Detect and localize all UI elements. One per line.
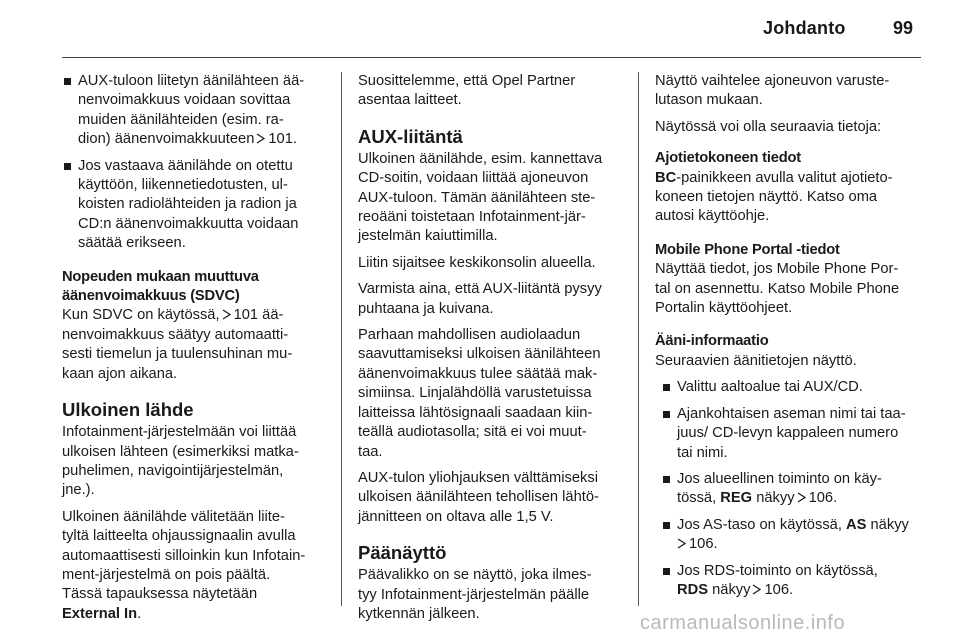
aux-paragraph-4: Parhaan mahdollisen audiolaadun saavuttamiseksi ulkoisen äänilähteen äänenvoimakkuus tulee säätää mak- simiinsa. Linjalähdöllä varustetuissa laitteissa lähtösignaali saadaan kiin- teällä audiotasolla; sitä ei voi muut- taa. [358, 327, 601, 460]
section-heading-audio-info: Ääni-informaatio [655, 333, 769, 350]
phone-portal-paragraph: Näyttää tiedot, jos Mobile Phone Por- tal on asennettu. Katso Mobile Phone Portalin käyttöohjeet. [655, 261, 900, 317]
aux-paragraph-5: AUX-tulon yliohjauksen välttämiseksi ulkoisen äänilähteen tehollisen lähtö- jännitteen on oltava alle 1,5 V. [358, 469, 599, 525]
as-indicator: AS [846, 516, 867, 533]
section-heading-main-display: Päänäyttö [358, 542, 447, 564]
page-reference-icon [677, 538, 686, 549]
bullet-square-icon [64, 163, 71, 170]
reg-indicator: REG [720, 490, 753, 507]
list-item: Jos vastaava äänilähde on otettu käyttöön, liikennetiedotusten, ul- koisten radiolähteiden ja radion ja CD:n äänenvoimakkuutta voidaan säätää erikseen. [62, 157, 324, 254]
page-number: 99 [893, 18, 914, 38]
page-reference-icon [752, 584, 761, 595]
page-reference-icon [256, 133, 265, 144]
section-heading-sdvc: Nopeuden mukaan muuttuva äänenvoimakkuus (SDVC) [62, 268, 259, 305]
list-item: Jos alueellinen toiminto on käy- tössä, REG näkyy 106. [661, 470, 923, 509]
bullet-square-icon [663, 476, 670, 483]
bullet-square-icon [663, 384, 670, 391]
page-header-title: Johdanto [763, 18, 846, 38]
page-reference-icon [797, 492, 806, 503]
list-item: Ajankohtaisen aseman nimi tai taa- juus/ CD-levyn kappaleen numero tai nimi. [661, 405, 923, 463]
aux-paragraph-2: Liitin sijaitsee keskikonsolin alueella. [358, 254, 596, 271]
page-reference-icon [222, 309, 231, 320]
audio-info-intro: Seuraavien äänitietojen näyttö. [655, 352, 857, 369]
display-paragraph-2: Näytössä voi olla seuraavia tietoja: [655, 118, 882, 135]
watermark-text: carmanualsonline.info [640, 612, 846, 634]
display-paragraph-1: Näyttö vaihtelee ajoneuvon varuste- lutason mukaan. [655, 73, 890, 109]
main-display-paragraph: Päävalikko on se näyttö, joka ilmes- tyy Infotainment-järjestelmän päälle kytkennän jälkeen. [358, 567, 592, 622]
external-paragraph-2: Ulkoinen äänilähde välitetään liite- tyltä laitteelta ohjaussignaalin avulla automaattisesti silloinkin kun Infotain- ment-järjestelmä on pois päältä. Tässä tapauksessa näytetään External In. [62, 508, 306, 622]
column-divider-2 [638, 72, 639, 606]
section-heading-external: Ulkoinen lähde [62, 399, 194, 421]
page-reference-link[interactable]: 101. [268, 131, 297, 148]
sdvc-paragraph: Kun SDVC on käytössä, 101 ää- nenvoimakkuus säätyy automaatti- sesti tiemelun ja tuulensuhinan mu- kaan ajon aikana. [62, 307, 293, 382]
display-text-external-in: External In [62, 605, 138, 622]
aux-paragraph-3: Varmista aina, että AUX-liitäntä pysyy puhtaana ja kuivana. [358, 281, 602, 317]
vehicle-info-paragraph: BC-painikkeen avulla valitut ajotieto- koneen tietojen näyttö. Katso oma autosi käyttöohje. [655, 169, 893, 225]
bc-button-label: BC [655, 169, 677, 186]
page-reference-link[interactable]: 106. [764, 581, 794, 598]
page-reference-link[interactable]: 101 ää- [233, 307, 284, 324]
page-reference-link[interactable]: 106. [689, 536, 718, 553]
column-divider-1 [341, 72, 342, 606]
column-2 [358, 72, 624, 631]
header-divider [62, 57, 921, 58]
external-paragraph-1: Infotainment-järjestelmään voi liittää ulkoisen lähteen (esimerkiksi matka- puhelimen, navigointijärjestelmän, jne.). [62, 424, 299, 499]
bullet-square-icon [663, 411, 670, 418]
column-3 [655, 72, 923, 607]
rds-indicator: RDS [677, 581, 709, 598]
section-heading-phone-portal: Mobile Phone Portal -tiedot [655, 241, 840, 258]
column-1 [62, 72, 324, 631]
list-item: Jos RDS-toiminto on käytössä, RDS näkyy 106. [661, 562, 923, 601]
list-item: AUX-tuloon liitetyn äänilähteen ää- nenvoimakkuus voidaan sovittaa muiden äänilähteiden (esim. ra- dion) äänenvoimakkuuteen 101. [62, 72, 324, 150]
list-item: Valittu aaltoalue tai AUX/CD. [661, 378, 923, 397]
page-reference-link[interactable]: 106. [808, 490, 838, 507]
list-item: Jos AS-taso on käytössä, AS näkyy 106. [661, 516, 923, 555]
intro-paragraph: Suosittelemme, että Opel Partner asentaa laitteet. [358, 73, 576, 109]
aux-paragraph-1: Ulkoinen äänilähde, esim. kannettava CD-soitin, voidaan liittää ajoneuvon AUX-tuloon. Tämän äänilähteen ste- reoääni toistetaan Infotainment-jär- jestelmän kaiuttimilla. [358, 150, 603, 245]
bullet-square-icon [663, 568, 670, 575]
section-heading-aux: AUX-liitäntä [358, 125, 463, 147]
bullet-square-icon [64, 78, 71, 85]
bullet-square-icon [663, 522, 670, 529]
section-heading-vehicle-info: Ajotietokoneen tiedot [655, 150, 801, 167]
